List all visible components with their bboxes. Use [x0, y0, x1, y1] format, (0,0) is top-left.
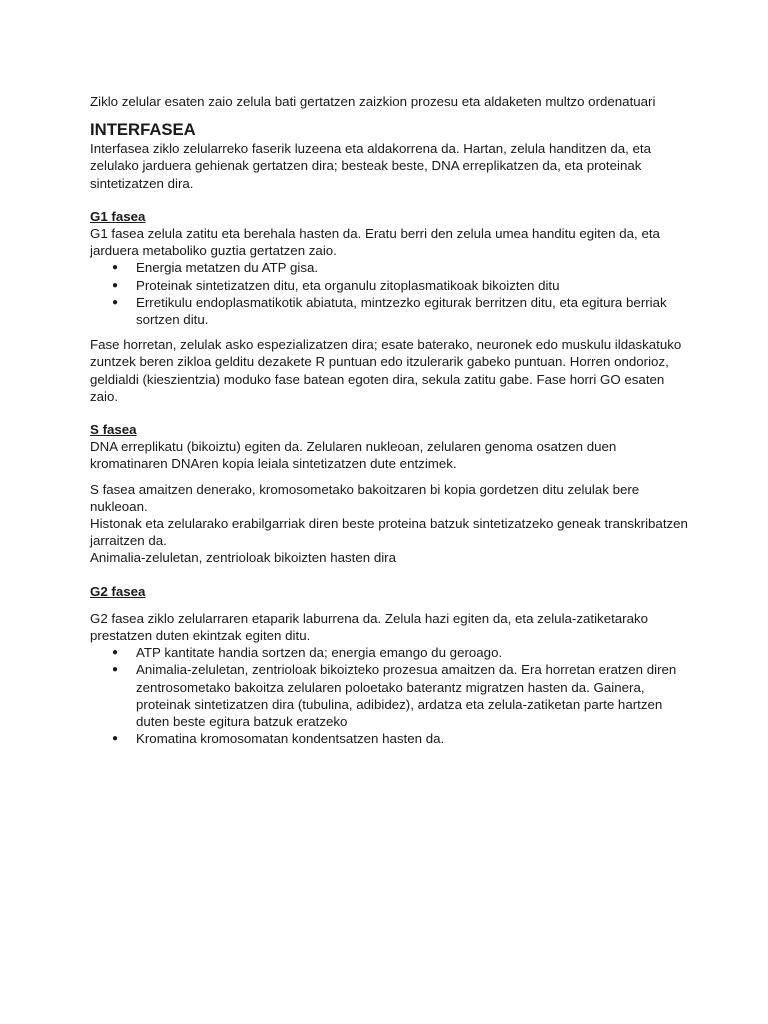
bullet-icon: ● — [112, 733, 119, 745]
bullet-icon: ● — [112, 647, 119, 659]
g1-paragraph: G1 fasea zelula zatitu eta berehala hasten da. Eratu berri den zelula umea handitu egiten da, eta jarduera metaboliko guztia gertatzen zaio. — [90, 226, 660, 259]
section-g1 — [90, 208, 692, 405]
bullet-icon: ● — [112, 279, 119, 291]
g2-heading: G2 fasea — [90, 583, 146, 599]
s-paragraph: DNA erreplikatu (bikoiztu) egiten da. Zelularen nukleoan, zelularen genoma osatzen duen kromatinaren DNAren kopia leiala sintetizatzen dute entzimek. — [90, 439, 617, 472]
list-item — [90, 730, 692, 747]
g1-paragraph-2: Fase horretan, zelulak asko espezializatzen dira; esate baterako, neuronek edo muskulu ildaskatuko zuntzek beren zikloa gelditu dezakete R puntuan edo itzulerarik gabeko puntuan. Horren ondorioz, geldialdi (kieszientzia) moduko fase batean egoten dira, sekula zatitu gabe. Fase horri GO esaten zaio. — [90, 337, 682, 404]
g2-bullet-list — [90, 644, 692, 747]
list-item-text: Animalia-zeluletan, zentrioloak bikoizteko prozesua amaitzen da. Era horretan eratzen diren zentrosometako bakoitza zelularen poloetako baterantz migratzen hasten da. Gainera, proteinak sintetizatzen dira (tubulina, adibidez), ardatza eta zelula-zatiketan parte hartzen duten beste egitura batzuk eratzeko — [136, 662, 677, 730]
section-interfasea — [90, 119, 692, 192]
interfasea-heading: INTERFASEA — [90, 120, 196, 140]
list-item — [90, 259, 692, 276]
list-item — [90, 294, 692, 328]
list-item-text: Proteinak sintetizatzen ditu, eta organulu zitoplasmatikoak bikoizten ditu — [136, 277, 560, 293]
s-paragraph-4: Animalia-zeluletan, zentrioloak bikoizten hasten dira — [90, 550, 396, 566]
list-item-text: Kromatina kromosomatan kondentsatzen hasten da. — [136, 731, 445, 747]
list-item-text: Energia metatzen du ATP gisa. — [136, 260, 319, 276]
g1-heading: G1 fasea — [90, 208, 146, 224]
s-paragraph-2: S fasea amaitzen denerako, kromosometako bakoitzaren bi kopia gordetzen ditu zelulak bere nukleoan. — [90, 481, 640, 514]
bullet-icon: ● — [112, 664, 119, 676]
section-s — [90, 421, 692, 567]
list-item — [90, 644, 692, 661]
g2-paragraph: G2 fasea ziklo zelularraren etaparik laburrena da. Zelula hazi egiten da, eta zelula-zatiketarako prestatzen duten ekintzak egiten ditu. — [90, 610, 649, 644]
list-item-text: ATP kantitate handia sortzen da; energia emango du geroago. — [136, 645, 503, 661]
list-item — [90, 277, 692, 294]
section-g2 — [90, 583, 692, 748]
interfasea-paragraph: Interfasea ziklo zelularreko faserik luzeena eta aldakorrena da. Hartan, zelula handitzen da, eta zelulako jarduera gehienak gertatzen dira; besteak beste, DNA erreplikatzen da, eta proteinak sintetizatzen dira. — [90, 141, 652, 191]
bullet-icon: ● — [112, 296, 119, 308]
list-item — [90, 661, 692, 730]
bullet-icon: ● — [112, 262, 119, 274]
s-paragraph-3: Histonak eta zelularako erabilgarriak diren beste proteina batzuk sintetizatzeko geneak transkribatzen jarraitzen da. — [90, 516, 688, 549]
g1-bullet-list — [90, 259, 692, 328]
intro-paragraph: Ziklo zelular esaten zaio zelula bati gertatzen zaizkion prozesu eta aldaketen multzo ordenatuari — [90, 94, 656, 109]
list-item-text: Erretikulu endoplasmatikotik abiatuta, mintzezko egiturak berritzen ditu, eta egitura berriak sortzen ditu. — [136, 294, 667, 328]
s-heading: S fasea — [90, 422, 137, 438]
